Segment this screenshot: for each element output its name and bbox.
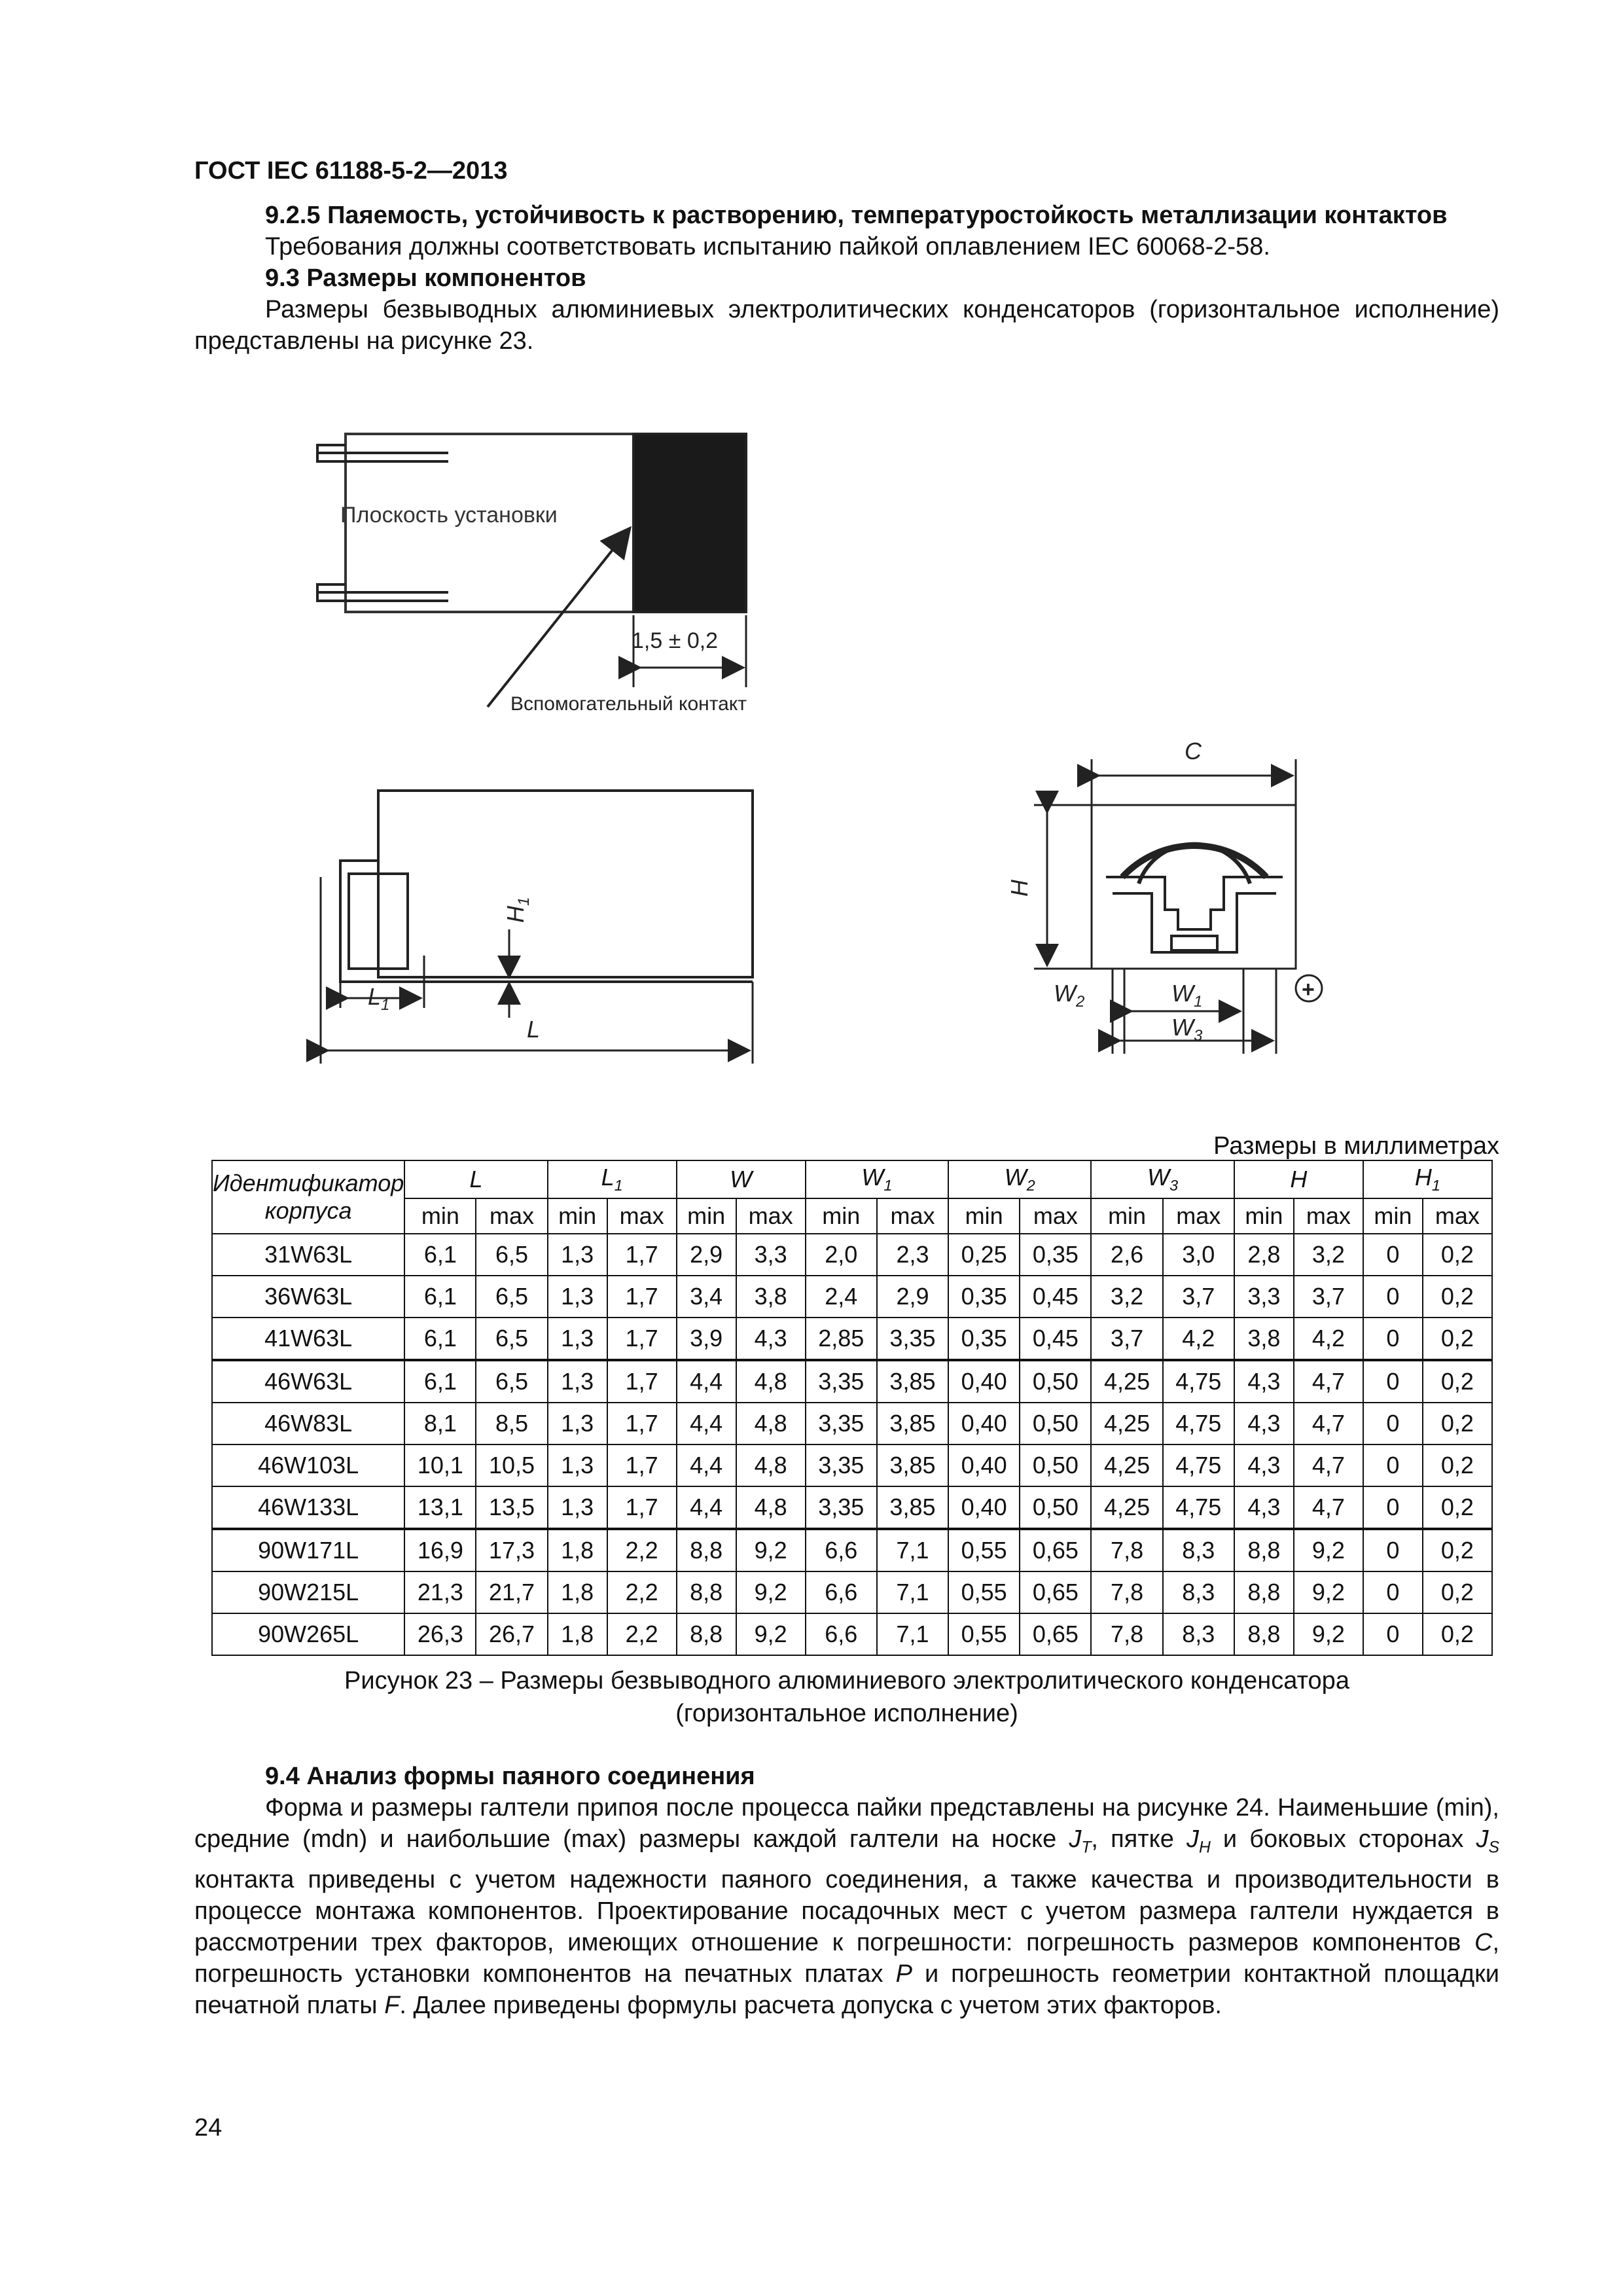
min-header: min [677, 1198, 736, 1234]
dim-header: $H_1$ [1363, 1160, 1492, 1198]
dim-header: W [677, 1160, 806, 1198]
c-label: C [1185, 738, 1202, 764]
value-cell: 7,1 [877, 1571, 948, 1613]
value-cell: 0 [1363, 1444, 1423, 1486]
value-cell: 4,7 [1294, 1403, 1363, 1444]
case-id-cell: 41W63L [212, 1318, 404, 1360]
value-cell: 4,25 [1091, 1444, 1162, 1486]
value-cell: 3,85 [877, 1403, 948, 1444]
value-cell: 0,2 [1423, 1360, 1492, 1403]
value-cell: 8,1 [404, 1403, 476, 1444]
max-header: max [1294, 1198, 1363, 1234]
value-cell: 3,8 [1234, 1318, 1294, 1360]
value-cell: 21,7 [476, 1571, 547, 1613]
table-row [212, 1403, 1492, 1444]
case-id-cell: 46W83L [212, 1403, 404, 1444]
value-cell: 0,35 [948, 1276, 1020, 1318]
value-cell: 1,3 [548, 1486, 607, 1529]
value-cell: 16,9 [404, 1529, 476, 1571]
top-dimension-label: 1,5 ± 0,2 [632, 628, 719, 653]
figure-23-drawing [0, 0, 1623, 1126]
value-cell: 2,8 [1234, 1234, 1294, 1276]
value-cell: 1,8 [548, 1613, 607, 1655]
dim-header: $W_3$ [1091, 1160, 1234, 1198]
aux-contact-label: Вспомогательный контакт [510, 693, 747, 715]
value-cell: 0,2 [1423, 1571, 1492, 1613]
max-header: max [736, 1198, 806, 1234]
value-cell: 9,2 [736, 1613, 806, 1655]
min-header: min [404, 1198, 476, 1234]
value-cell: 8,8 [677, 1571, 736, 1613]
max-header: max [1423, 1198, 1492, 1234]
value-cell: 0 [1363, 1403, 1423, 1444]
value-cell: 7,1 [877, 1529, 948, 1571]
mount-plane-label: Плоскость установки [340, 503, 558, 528]
value-cell: 4,2 [1163, 1318, 1234, 1360]
section-9-3-title: 9.3 Размеры компонентов [265, 264, 586, 292]
value-cell: 3,35 [806, 1360, 877, 1403]
value-cell: 0,2 [1423, 1318, 1492, 1360]
value-cell: 0 [1363, 1276, 1423, 1318]
value-cell: 0,2 [1423, 1486, 1492, 1529]
value-cell: 10,5 [476, 1444, 547, 1486]
caption-line-2: (горизонтальное исполнение) [675, 1700, 1018, 1727]
value-cell: 0,50 [1020, 1403, 1091, 1444]
value-cell: 1,3 [548, 1318, 607, 1360]
value-cell: 1,7 [607, 1318, 677, 1360]
value-cell: 26,3 [404, 1613, 476, 1655]
dim-header: $W_2$ [948, 1160, 1091, 1198]
value-cell: 4,8 [736, 1403, 806, 1444]
value-cell: 6,6 [806, 1529, 877, 1571]
value-cell: 0 [1363, 1613, 1423, 1655]
h-label: H [1006, 880, 1033, 897]
value-cell: 0,50 [1020, 1486, 1091, 1529]
value-cell: 2,4 [806, 1276, 877, 1318]
value-cell: 6,5 [476, 1276, 547, 1318]
value-cell: 0 [1363, 1360, 1423, 1403]
table-row [212, 1318, 1492, 1360]
value-cell: 2,3 [877, 1234, 948, 1276]
value-cell: 3,9 [677, 1318, 736, 1360]
value-cell: 6,6 [806, 1571, 877, 1613]
min-header: min [548, 1198, 607, 1234]
min-header: min [1091, 1198, 1162, 1234]
value-cell: 7,8 [1091, 1571, 1162, 1613]
value-cell: 0,2 [1423, 1444, 1492, 1486]
value-cell: 6,1 [404, 1234, 476, 1276]
header-row-minmax [212, 1198, 1492, 1234]
value-cell: 4,25 [1091, 1486, 1162, 1529]
value-cell: 2,6 [1091, 1234, 1162, 1276]
value-cell: 2,2 [607, 1529, 677, 1571]
value-cell: 0,40 [948, 1444, 1020, 1486]
value-cell: 0 [1363, 1529, 1423, 1571]
value-cell: 6,5 [476, 1360, 547, 1403]
max-header: max [607, 1198, 677, 1234]
value-cell: 9,2 [736, 1571, 806, 1613]
value-cell: 4,3 [1234, 1403, 1294, 1444]
max-header: max [1163, 1198, 1234, 1234]
value-cell: 3,4 [677, 1276, 736, 1318]
value-cell: 0,40 [948, 1486, 1020, 1529]
value-cell: 0,2 [1423, 1529, 1492, 1571]
value-cell: 2,9 [677, 1234, 736, 1276]
section-9-2-5-title: 9.2.5 Паяемость, устойчивость к растворению, температуростойкость металлизации контактов [265, 202, 1448, 229]
value-cell: 0 [1363, 1234, 1423, 1276]
value-cell: 8,8 [1234, 1571, 1294, 1613]
h1-label: $H_1$ [502, 897, 533, 923]
value-cell: 4,8 [736, 1360, 806, 1403]
table-row [212, 1529, 1492, 1571]
value-cell: 1,3 [548, 1360, 607, 1403]
value-cell: 8,8 [1234, 1529, 1294, 1571]
value-cell: 9,2 [1294, 1529, 1363, 1571]
value-cell: 1,8 [548, 1529, 607, 1571]
value-cell: 4,75 [1163, 1360, 1234, 1403]
case-id-cell: 90W215L [212, 1571, 404, 1613]
value-cell: 1,7 [607, 1486, 677, 1529]
value-cell: 4,8 [736, 1444, 806, 1486]
value-cell: 3,3 [736, 1234, 806, 1276]
section-9-4-text: Форма и размеры галтели припоя после процесса пайки представлены на рисунке 24. Наименьшие (min), средние (mdn) и наибольшие (max) размеры каждой галтели на носке $J_T$, пятке $J_H$ и боковых сторонах $J_S$ контакта приведены с учетом надежности паяного соединения, а также качества и производительности в процессе монтажа компонентов. Проектирование посадочных мест с учетом размера галтели нуждается в рассмотрении трех факторов, имеющих отношение к погрешности: погрешность размеров компонентов C, погрешность установки компонентов на печатных платах P и погрешность геометрии контактной площадки печатной платы F. Далее приведены формулы расчета допуска с учетом этих факторов. [194, 1794, 1500, 2019]
case-id-cell: 90W171L [212, 1529, 404, 1571]
value-cell: 3,3 [1234, 1276, 1294, 1318]
value-cell: 0,2 [1423, 1403, 1492, 1444]
case-id-cell: 36W63L [212, 1276, 404, 1318]
max-header: max [1020, 1198, 1091, 1234]
value-cell: 2,85 [806, 1318, 877, 1360]
dim-header: $W_1$ [806, 1160, 948, 1198]
l-label: L [527, 1016, 541, 1043]
w2-label: $W_2$ [1054, 980, 1085, 1011]
value-cell: 3,2 [1091, 1276, 1162, 1318]
value-cell: 4,4 [677, 1360, 736, 1403]
value-cell: 1,3 [548, 1276, 607, 1318]
value-cell: 1,7 [607, 1234, 677, 1276]
table-row [212, 1486, 1492, 1529]
value-cell: 0,40 [948, 1403, 1020, 1444]
value-cell: 3,85 [877, 1360, 948, 1403]
case-id-cell: 31W63L [212, 1234, 404, 1276]
table-row [212, 1234, 1492, 1276]
value-cell: 4,7 [1294, 1444, 1363, 1486]
value-cell: 4,75 [1163, 1403, 1234, 1444]
value-cell: 13,5 [476, 1486, 547, 1529]
value-cell: 0,45 [1020, 1318, 1091, 1360]
value-cell: 7,8 [1091, 1529, 1162, 1571]
value-cell: 4,3 [1234, 1444, 1294, 1486]
value-cell: 3,2 [1294, 1234, 1363, 1276]
value-cell: 4,4 [677, 1444, 736, 1486]
dim-header: $L_1$ [548, 1160, 677, 1198]
table-row [212, 1360, 1492, 1403]
min-header: min [948, 1198, 1020, 1234]
min-header: min [1234, 1198, 1294, 1234]
value-cell: 9,2 [1294, 1571, 1363, 1613]
value-cell: 8,3 [1163, 1529, 1234, 1571]
value-cell: 21,3 [404, 1571, 476, 1613]
value-cell: 4,3 [1234, 1486, 1294, 1529]
value-cell: 2,0 [806, 1234, 877, 1276]
value-cell: 3,35 [806, 1403, 877, 1444]
value-cell: 3,85 [877, 1444, 948, 1486]
value-cell: 4,3 [1234, 1360, 1294, 1403]
value-cell: 8,3 [1163, 1613, 1234, 1655]
l1-label: $L_1$ [368, 983, 390, 1014]
value-cell: 9,2 [736, 1529, 806, 1571]
w3-label: $W_3$ [1171, 1014, 1203, 1045]
value-cell: 4,4 [677, 1486, 736, 1529]
value-cell: 17,3 [476, 1529, 547, 1571]
value-cell: 0,2 [1423, 1234, 1492, 1276]
value-cell: 6,6 [806, 1613, 877, 1655]
min-header: min [1363, 1198, 1423, 1234]
value-cell: 0,2 [1423, 1276, 1492, 1318]
value-cell: 0,65 [1020, 1571, 1091, 1613]
case-id-cell: 90W265L [212, 1613, 404, 1655]
value-cell: 4,2 [1294, 1318, 1363, 1360]
value-cell: 4,3 [736, 1318, 806, 1360]
section-9-4-title: 9.4 Анализ формы паяного соединения [265, 1763, 755, 1790]
value-cell: 6,5 [476, 1318, 547, 1360]
value-cell: 6,5 [476, 1234, 547, 1276]
value-cell: 3,35 [806, 1486, 877, 1529]
value-cell: 1,3 [548, 1234, 607, 1276]
value-cell: 4,75 [1163, 1486, 1234, 1529]
value-cell: 4,25 [1091, 1360, 1162, 1403]
value-cell: 0,50 [1020, 1360, 1091, 1403]
value-cell: 8,5 [476, 1403, 547, 1444]
value-cell: 0,65 [1020, 1529, 1091, 1571]
value-cell: 3,7 [1163, 1276, 1234, 1318]
value-cell: 0,55 [948, 1571, 1020, 1613]
section-9-2-5-text: Требования должны соответствовать испытанию пайкой оплавлением IEC 60068-2-58. [265, 233, 1270, 260]
min-header: min [806, 1198, 877, 1234]
polarity-plus-icon: + [1302, 977, 1315, 1002]
document-header: ГОСТ IEC 61188-5-2—2013 [194, 157, 508, 185]
value-cell: 1,3 [548, 1444, 607, 1486]
dim-header: L [404, 1160, 547, 1198]
value-cell: 4,4 [677, 1403, 736, 1444]
case-id-cell: 46W133L [212, 1486, 404, 1529]
figure-caption [194, 1664, 1499, 1730]
caption-line-1: Рисунок 23 – Размеры безвыводного алюминиевого электролитического конденсатора [344, 1667, 1349, 1695]
value-cell: 0,55 [948, 1529, 1020, 1571]
dimensions-table [211, 1160, 1493, 1656]
value-cell: 1,7 [607, 1360, 677, 1403]
value-cell: 0,35 [948, 1318, 1020, 1360]
value-cell: 7,8 [1091, 1613, 1162, 1655]
value-cell: 4,7 [1294, 1486, 1363, 1529]
value-cell: 7,1 [877, 1613, 948, 1655]
value-cell: 0,35 [1020, 1234, 1091, 1276]
value-cell: 0,55 [948, 1613, 1020, 1655]
value-cell: 3,35 [877, 1318, 948, 1360]
value-cell: 26,7 [476, 1613, 547, 1655]
value-cell: 6,1 [404, 1318, 476, 1360]
value-cell: 0,50 [1020, 1444, 1091, 1486]
table-body [212, 1234, 1492, 1655]
ident-header: Идентификатор корпуса [212, 1160, 404, 1234]
value-cell: 0,40 [948, 1360, 1020, 1403]
max-header: max [877, 1198, 948, 1234]
dim-header: H [1234, 1160, 1363, 1198]
top-view [317, 434, 746, 707]
value-cell: 1,7 [607, 1276, 677, 1318]
value-cell: 0 [1363, 1571, 1423, 1613]
value-cell: 6,1 [404, 1360, 476, 1403]
value-cell: 0,45 [1020, 1276, 1091, 1318]
value-cell: 8,8 [677, 1613, 736, 1655]
value-cell: 0,2 [1423, 1613, 1492, 1655]
value-cell: 3,85 [877, 1486, 948, 1529]
value-cell: 6,1 [404, 1276, 476, 1318]
value-cell: 0 [1363, 1486, 1423, 1529]
value-cell: 13,1 [404, 1486, 476, 1529]
value-cell: 9,2 [1294, 1613, 1363, 1655]
value-cell: 2,2 [607, 1613, 677, 1655]
value-cell: 3,7 [1294, 1276, 1363, 1318]
value-cell: 0,25 [948, 1234, 1020, 1276]
header-row-dimensions [212, 1160, 1492, 1198]
value-cell: 3,8 [736, 1276, 806, 1318]
case-id-cell: 46W63L [212, 1360, 404, 1403]
table-row [212, 1613, 1492, 1655]
max-header: max [476, 1198, 547, 1234]
table-row [212, 1276, 1492, 1318]
value-cell: 4,7 [1294, 1360, 1363, 1403]
value-cell: 3,35 [806, 1444, 877, 1486]
value-cell: 8,8 [677, 1529, 736, 1571]
page-number: 24 [194, 2114, 223, 2142]
value-cell: 0 [1363, 1318, 1423, 1360]
value-cell: 1,8 [548, 1571, 607, 1613]
value-cell: 4,75 [1163, 1444, 1234, 1486]
value-cell: 8,3 [1163, 1571, 1234, 1613]
units-label: Размеры в миллиметрах [1213, 1132, 1499, 1160]
value-cell: 1,7 [607, 1444, 677, 1486]
value-cell: 2,2 [607, 1571, 677, 1613]
value-cell: 4,8 [736, 1486, 806, 1529]
table-row [212, 1571, 1492, 1613]
value-cell: 3,0 [1163, 1234, 1234, 1276]
section-9-3-text: Размеры безвыводных алюминиевых электролитических конденсаторов (горизонтальное исполнение) представлены на рисунке 23. [194, 296, 1499, 355]
table-row [212, 1444, 1492, 1486]
value-cell: 8,8 [1234, 1613, 1294, 1655]
value-cell: 0,65 [1020, 1613, 1091, 1655]
value-cell: 4,25 [1091, 1403, 1162, 1444]
value-cell: 1,3 [548, 1403, 607, 1444]
section-9-4 [194, 1761, 1499, 2021]
auxiliary-contact-area [633, 434, 746, 612]
w1-label: $W_1$ [1171, 980, 1203, 1011]
value-cell: 1,7 [607, 1403, 677, 1444]
value-cell: 2,9 [877, 1276, 948, 1318]
value-cell: 10,1 [404, 1444, 476, 1486]
value-cell: 3,7 [1091, 1318, 1162, 1360]
case-id-cell: 46W103L [212, 1444, 404, 1486]
